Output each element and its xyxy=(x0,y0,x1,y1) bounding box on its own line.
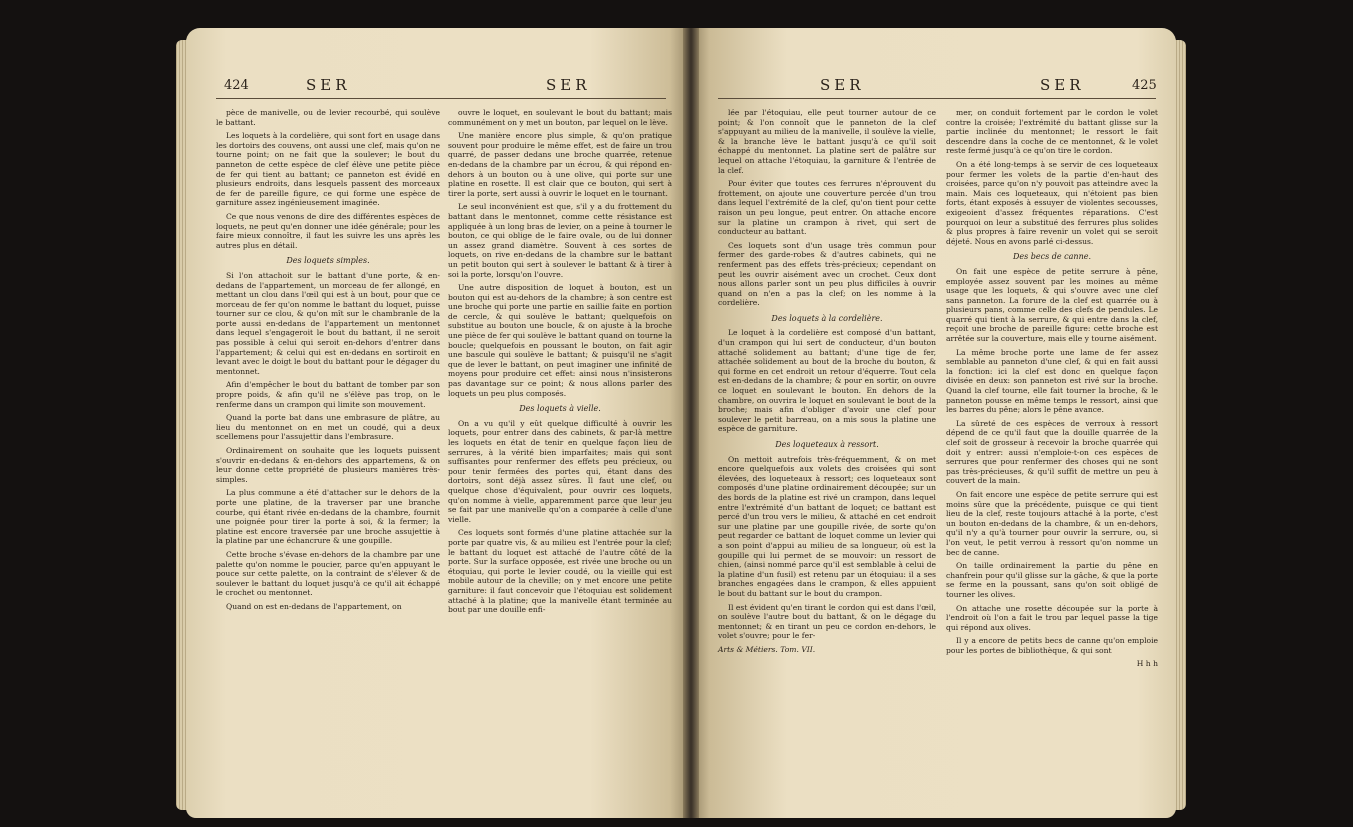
paragraph: Le loquet à la cordelière est composé d'un battant, d'un crampon qui lui sert de conducteur, d'un bouton attaché solidement au battant; d'une tige de fer, attachée solidement au bout de la broche du bouton, & qui forme en cet endroit un retour d'équerre. Tout cela est en-dedans de la chambre; & pour en sortir, on ouvre ce loquet en soulevant le bouton. En dehors de la chambre, on ouvrira le loquet en soulevant le bout de la broche; mais afin d'obliger d'avoir une clef pour soulever le petit barreau, on a mis sous la platine une espèce de garniture. xyxy=(718,328,936,434)
section-heading: Des loquets à la cordelière. xyxy=(771,313,883,323)
paragraph: Ces loquets sont formés d'une platine attachée sur la porte par quatre vis, & au milieu est l'entrée pour la clef; le battant du loquet est attaché de l'autre côté de la porte. Sur la surface opposée, est rivée une broche ou un étoquiau, qui porte le levier coudé, ou la vieille qui est mobile autour de la cheville; on y met encore une petite garniture: il faut concevoir que l'étoquiau est solidement attaché à la platine; que la manivelle étant terminée au bout par une douille enfi- xyxy=(448,528,672,615)
paragraph: On attache une rosette découpée sur la porte à l'endroit où l'on a fait le trou par lequel passe la tige qui répond aux olives. xyxy=(946,603,1158,632)
paragraph: Si l'on attachoit sur le battant d'une porte, & en-dedans de l'appartement, un morceau de fer allongé, en mettant un clou dans l'œil qui est à un bout, pour que ce morceau de fer qu'on nomme le battant du loquet, puisse tourner sur ce clou, & qu'on mît sur le chambranle de la porte aussi en-dedans de l'appartement un mentonnet dans lequel s'engageroit le bout du battant, il ne seroit pas possible à celui qui seroit en-dehors d'entrer dans l'appartement; & celui qui est en-dedans en sortiroit en levant avec le doigt le bout du battant pour le dégager du mentonnet. xyxy=(216,270,440,376)
paragraph: On a été long-temps à se servir de ces loqueteaux pour fermer les volets de la partie d'en-haut des croisées, parce qu'on n'y pouvoit pas atteindre avec la main. Mais ces loqueteaux, qui n'étoient pas bien forts, étant exposés à essuyer de violentes secousses, exigeoient d'assez fréquentes réparations. C'est pourquoi on leur a substitué des ferrures plus solides & plus propres à faire revenir un volet qui se seroit déjeté. Nous en avons parlé ci-dessus. xyxy=(946,159,1158,246)
section-heading: Des becs de canne. xyxy=(1012,252,1091,262)
right-column-1 xyxy=(718,108,936,658)
paragraph: Ce que nous venons de dire des différentes espèces de loquets, ne peut qu'en donner une idée générale; pour les faire mieux connoître, il faut les suivre les uns après les autres plus en détail. xyxy=(216,211,440,250)
paragraph: mer, on conduit fortement par le cordon le volet contre la croisée; l'extrémité du battant glisse sur la partie inclinée du mentonnet; le ressort le fait descendre dans la coche de ce mentonnet, & le volet reste fermé jusqu'à ce qu'on tire le cordon. xyxy=(946,108,1158,156)
left-page-number: 424 xyxy=(224,78,249,93)
paragraph: Les loquets à la cordelière, qui sont fort en usage dans les dortoirs des couvens, ont aussi une clef, mais qu'on ne tourne point; on ne fait que la soulever; le bout du panneton de cette espèce de clef élève une petite pièce de fer qui tient au battant; ce panneton est évidé en plusieurs endroits, dans lesquels passent des morceaux de fer de pareille figure, ce qui forme une espèce de garniture assez ingénieusement imaginée. xyxy=(216,131,440,208)
section-heading: Des loquets simples. xyxy=(286,256,370,266)
paragraph: La sûreté de ces espèces de verroux à ressort dépend de ce qu'il faut que la douille quarrée de la clef soit de grosseur à recevoir la broche quarrée qui doit y entrer: aussi n'emploie-t-on ces espèces de serrures que pour renfermer des choses qui ne sont pas très-précieuses, & qu'il suffit de mettre un peu à couvert de la main. xyxy=(946,418,1158,486)
paragraph: Pour éviter que toutes ces ferrures n'éprouvent du frottement, on ajoute une couverture percée d'un trou dans lequel l'extrémité de la clef, qu'on tient pour cette raison un peu longue, peut entrer. On attache encore sur la platine un crampon à rivet, qui sert de conducteur au battant. xyxy=(718,179,936,237)
paragraph: On taille ordinairement la partie du pêne en chanfrein pour qu'il glisse sur la gâche, & que la porte se ferme en la poussant, sans qu'on soit obligé de tourner les olives. xyxy=(946,561,1158,599)
right-running-head-a: SER xyxy=(820,76,865,94)
paragraph: pèce de manivelle, ou de levier recourbé, qui soulève le battant. xyxy=(216,108,440,127)
paragraph: Il y a encore de petits becs de canne qu'on emploie pour les portes de bibliothèque, & qui sont xyxy=(946,636,1158,655)
right-page-number: 425 xyxy=(1132,78,1157,93)
paragraph: On mettoit autrefois très-fréquemment, & on met encore quelquefois aux volets des croisées qui sont élevées, des loqueteaux à ressort; ces loqueteaux sont composés d'une platine ordinairement découpée; sur un des bords de la platine est rivé un crampon, dans lequel entre l'extrémité d'un battant de loquet; ce battant est percé d'un trou vers le milieu, & attaché en cet endroit sur une platine par une goupille rivée, de sorte qu'on peut regarder ce battant de loquet comme un levier qui a son point d'appui au milieu de sa longueur, où est la goupille qui lui permet de se mouvoir: un ressort de chien, (ainsi nommé parce qu'il est semblable à celui de la platine d'un fusil) est retenu par un étoquiau: il a ses branches engagées dans le crampon, & elles appuient le bout du battant sur le bout du crampon. xyxy=(718,454,936,598)
signature-mark: H h h xyxy=(1136,659,1158,669)
left-running-head-a: SER xyxy=(306,76,351,94)
paragraph: lée par l'étoquiau, elle peut tourner autour de ce point; & l'on connoît que le panneton de la clef s'appuyant au milieu de la manivelle, il soulève la vielle, & la branche lève le battant jusqu'à ce qu'il soit échappé du mentonnet. La platine sert de palâtre sur lequel on attache l'étoquiau, la garniture & l'entrée de la clef. xyxy=(718,108,936,175)
left-running-head-b: SER xyxy=(546,76,591,94)
paragraph: Il est évident qu'en tirant le cordon qui est dans l'œil, on soulève l'autre bout du battant, & on le dégage du mentonnet; & en tirant un peu ce cordon en-dehors, le volet s'ouvre; pour le fer- xyxy=(718,602,936,641)
left-head-rule xyxy=(216,98,666,99)
section-heading: Des loqueteaux à ressort. xyxy=(775,440,879,449)
right-head-rule xyxy=(718,98,1156,99)
footer-note: Arts & Métiers. Tom. VII. xyxy=(718,644,816,654)
section-heading: Des loquets à vielle. xyxy=(519,404,601,414)
left-column-1 xyxy=(216,108,440,616)
paragraph: Cette broche s'évase en-dehors de la chambre par une palette qu'on nomme le poucier, parce qu'en appuyant le pouce sur cette palette, on la contraint de s'élever & de soulever le battant du loquet jusqu'à ce qu'il ait échappé le crochet ou mentonnet. xyxy=(216,549,440,598)
left-column-2 xyxy=(448,108,672,619)
paragraph: On fait une espèce de petite serrure à pêne, employée assez souvent par les moines au même usage que les loquets, & qui s'ouvre avec une clef sans panneton. La forure de la clef est quarrée ou à plusieurs pans, comme celle des clefs de pendules. Le quarré qui tient à la serrure, & qui entre dans la clef, reçoit une broche de pareille figure: cette broche est arrêtée sur la couverture, mais elle y tourne aisément. xyxy=(946,266,1158,344)
right-page xyxy=(690,28,1176,818)
book-gutter xyxy=(683,28,699,818)
right-column-2 xyxy=(946,108,1158,673)
paragraph: ouvre le loquet, en soulevant le bout du battant; mais communément on y met un bouton, par lequel on le lève. xyxy=(448,108,672,127)
paragraph: Une manière encore plus simple, & qu'on pratique souvent pour produire le même effet, est de faire un trou quarré, de passer dedans une broche quarrée, retenue en-dedans de la chambre par un écrou, & qui répond en-dehors à un bouton ou à une olive, qui porte sur une platine en rosette. Il est clair que ce bouton, qui sert à tirer la porte, sert aussi à ouvrir le loquet en le tournant. xyxy=(448,131,672,198)
right-running-head-b: SER xyxy=(1040,76,1085,94)
paragraph: Le seul inconvénient est que, s'il y a du frottement du battant dans le mentonnet, comme cette résistance est appliquée à un long bras de levier, on a peine à tourner le bouton, ce qui oblige de le faire ovale, ou de lui donner un assez grand diamètre. Souvent à ces sortes de loquets, on rive en-dedans de la chambre sur le battant un petit bouton qui sert à soulever le battant & à tirer à soi la porte, lorsqu'on l'ouvre. xyxy=(448,202,672,279)
paragraph: Quand la porte bat dans une embrasure de plâtre, au lieu du mentonnet on en met un coudé, qui a deux scellemens pour l'assujettir dans l'embrasure. xyxy=(216,413,440,442)
paragraph: On fait encore une espèce de petite serrure qui est moins sûre que la précédente, puisque ce qui tient lieu de la clef, reste toujours attaché à la porte, c'est un bouton en-dedans de la chambre, & un en-dehors, qu'il n'y a qu'à tourner pour ouvrir la serrure, ou, si l'on veut, le petit verrou à ressort qu'on nomme un bec de canne. xyxy=(946,489,1158,557)
paragraph: La même broche porte une lame de fer assez semblable au panneton d'une clef, & qui en fait aussi la fonction: ici la clef est donc en quelque façon divisée en deux: son panneton est rivé sur la broche. Quand la clef tourne, elle fait tourner la broche, & le panneton pousse en même temps le ressort, ainsi que les barres du pêne; alors le pêne avance. xyxy=(946,347,1158,415)
paragraph: On a vu qu'il y eût quelque difficulté à ouvrir les loquets, pour entrer dans des cabinets, & par-là mettre les loquets en état de tenir en quelque façon lieu de serrures, à la vérité bien imparfaites; mais qui sont suffisantes pour renfermer des effets peu précieux, ou pour tenir fermées des portes qui, étant dans des dortoirs, sont déjà assez sûres. Il faut une clef, ou quelque chose d'équivalent, pour ouvrir ces loquets, qu'on nomme à vielle, apparemment parce que leur jeu se fait par une manivelle qu'on a comparée à celle d'une vielle. xyxy=(448,418,672,524)
paragraph: La plus commune a été d'attacher sur le dehors de la porte une platine, de la traverser par une branche courbe, qui étant rivée en-dedans de la chambre, fournit une poignée pour tirer la porte à soi, & la fermer; la platine est encore traversée par une broche assujettie à la platine par une échancrure & une goupille. xyxy=(216,488,440,546)
paragraph: Ces loquets sont d'un usage très commun pour fermer des garde-robes & d'autres cabinets, qui ne renferment pas des effets très-précieux; cependant on peut les ouvrir aisément avec un crochet. Ceux dont nous allons parler sont un peu plus difficiles à ouvrir quand on n'en a pas la clef; on les nomme à la cordelière. xyxy=(718,240,936,308)
left-page xyxy=(186,28,690,818)
paragraph: Quand on est en-dedans de l'appartement, on xyxy=(226,601,402,611)
paragraph: Ordinairement on souhaite que les loquets puissent s'ouvrir en-dedans & en-dehors des appartemens, & on leur donne cette propriété de plusieurs manières très-simples. xyxy=(216,446,440,484)
paragraph: Afin d'empêcher le bout du battant de tomber par son propre poids, & afin qu'il ne s'élève pas trop, on le renferme dans un crampon qui limite son mouvement. xyxy=(216,380,440,409)
paragraph: Une autre disposition de loquet à bouton, est un bouton qui est au-dehors de la chambre; à son centre est une broche qui porte une partie en saillie faite en portion de cercle, & qui soulève le battant; quelquefois on substitue au bouton une boucle, & on ajuste à la broche une pièce de fer qui soulève le battant quand on tourne la boucle; quelquefois en poussant le bouton, on fait agir une bascule qui soulève le battant; & puisqu'il ne s'agit que de lever le battant, on peut imaginer une infinité de moyens pour produire cet effet: ainsi nous n'insisterons pas davantage sur ce point; & nous allons parler des loquets un peu plus composés. xyxy=(448,283,672,398)
